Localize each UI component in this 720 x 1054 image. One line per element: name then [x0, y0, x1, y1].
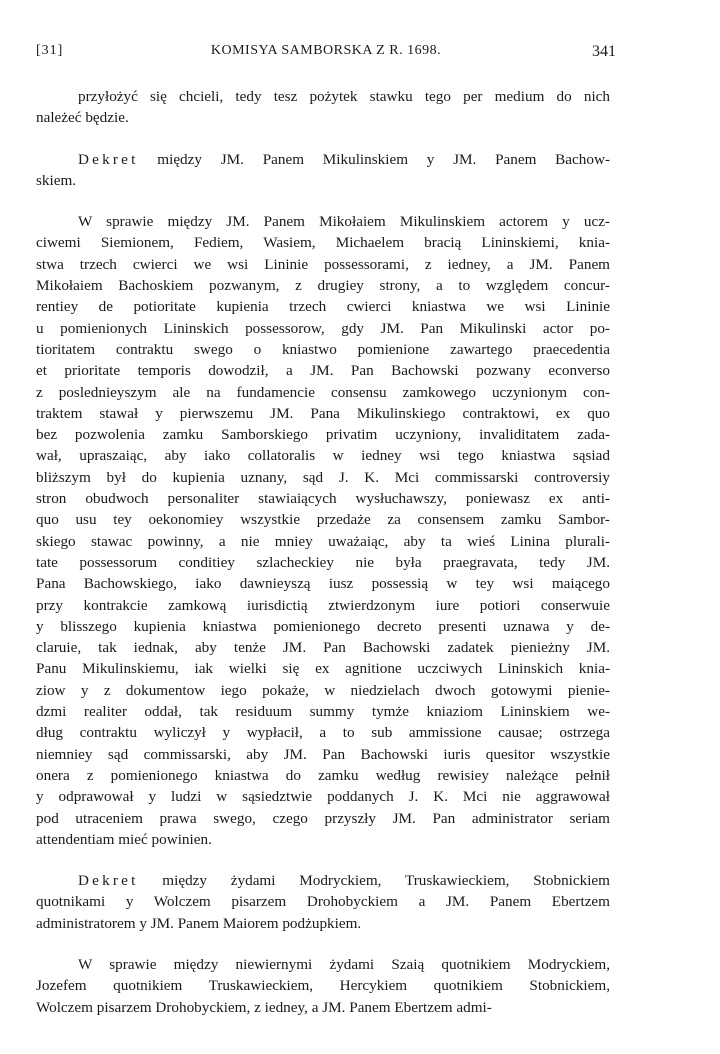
page-number: 341 — [592, 43, 616, 60]
text-line: stron obudwoch personaliter stawiaiących wysłuchawszy, poniewasz ex anti- — [36, 490, 610, 508]
text-line: pod utraceniem prawa swego, czego przyszły JM. Pan administrator seriam — [36, 809, 610, 827]
text-line: W sprawie między niewiernymi żydami Szaią quotnikiem Modryckiem, — [78, 955, 610, 973]
text-line: z poslednieyszym ale na fundamencie consensu zamkowego uczynionym con- — [36, 383, 610, 401]
text-line: attendentiam mieć powinien. — [36, 830, 212, 848]
paragraph-gap — [36, 850, 610, 870]
paragraph — [36, 86, 610, 129]
spaced-heading-word: Dekret — [78, 872, 139, 890]
text-line: Jozefem quotnikiem Truskawieckiem, Hercykiem quotnikiem Stobnickiem, — [36, 977, 610, 995]
text-line: skiego stawac powinny, a nie mniey uważaiąc, aby ta wieś Linina plurali- — [36, 532, 610, 550]
text-line: Dekret między żydami Modryckiem, Truskawieckiem, Stobnickiem — [78, 872, 610, 890]
text-line: claruie, tak iednak, aby tenże JM. Pan Bachowski zadatek pienieżny JM. — [36, 639, 610, 657]
text-line: bez pozwolenia zamku Samborskiego privatim uczyniony, invaliditatem zada- — [36, 426, 610, 444]
text-line: traktem stawał y pierwszemu JM. Pana Mikulinskiego contraktowi, ex quo — [36, 404, 610, 422]
text-line: bliższym był do kupienia uznany, sąd J. K. Mci commissarski controversiy — [36, 468, 610, 486]
paragraph — [36, 954, 610, 1018]
paragraph-gap — [36, 191, 610, 211]
text-line: przyłożyć się chcieli, tedy tesz pożytek stawku tego per medium do nich — [78, 88, 610, 105]
text-line: wał, upraszaiąc, aby iako collatoralis w iedney wsi tego kniastwa sąsiad — [36, 447, 610, 465]
text-line: tate possessorum conditiey szlacheckiey nie była praegravata, tedy JM. — [36, 553, 610, 571]
text-line: Wolczem pisarzem Drohobyckiem, z iedney, a JM. Panem Ebertzem admi- — [36, 998, 492, 1016]
spaced-heading-word: Dekret — [78, 150, 139, 168]
decree-heading — [36, 870, 610, 934]
decree-heading — [36, 149, 610, 192]
text-line: Panu Mikulinskiemu, iak wielki się ex agnitione uczciwych Lininskich knia- — [36, 660, 610, 678]
text-line: stwa trzech cwierci we wsi Lininie possessorami, z iedney, a JM. Panem — [36, 255, 610, 273]
text-line: przy kontrakcie zamkową iurisdictią ztwierdzonym iure potiori conserwuie — [36, 596, 610, 614]
text-line: onera z pomienionego kniastwa do zamku według rewisiey należące pełnił — [36, 766, 610, 784]
text-line: rentiey de potioritate kupienia trzech cwierci kniastwa we wsi Lininie — [36, 298, 610, 316]
text-line: et prioritate temporis dowodził, a JM. Pan Bachowski pozwany econverso — [36, 362, 610, 380]
text-line: Pana Bachowskiego, iako dawnieyszą iusz possessią w tey wsi maiącego — [36, 575, 610, 593]
text-line: W sprawie między JM. Panem Mikołaiem Mikulinskiem actorem y ucz- — [78, 213, 610, 231]
paragraph — [36, 211, 610, 850]
text-line: y blisszego kupienia kniastwa pomienionego decreto presenti uznawa y de- — [36, 617, 610, 635]
text-line: ziow y z dokumentow iego pokaże, w niedzielach dwoch gotowymi pienie- — [36, 681, 610, 699]
text-line: niemniey sąd commissarski, aby JM. Pan Bachowski iuris quesitor wszystkie — [36, 745, 610, 763]
text-line: Mikołaiem Bachoskiem pozwanym, z drugiey strony, a to względem concur- — [36, 277, 610, 295]
text-line: dzmi realiter oddał, tak residuum summy tymże kniaziom Lininskiem we- — [36, 703, 610, 721]
page-body — [36, 86, 610, 1018]
paragraph-gap — [36, 934, 610, 954]
text-line: y odprawował y ludzi w sąsiedztwie poddanych J. K. Mci nie aggrawował — [36, 788, 610, 806]
text-line: skiem. — [36, 171, 77, 189]
text-line: u pomienionych Lininskich possessorow, gdy JM. Pan Mikulinski actor po- — [36, 319, 610, 337]
text-line: administratorem y JM. Panem Maiorem podżupkiem. — [36, 914, 362, 932]
text-line: Dekret między JM. Panem Mikulinskiem y JM. Panem Bachow- — [78, 150, 610, 168]
paragraph-gap — [36, 129, 610, 149]
header-section-number: [31] — [36, 43, 64, 58]
header-title: KOMISYA SAMBORSKA Z R. 1698. — [210, 43, 442, 58]
text-line: quotnikami y Wolczem pisarzem Drohobyckiem a JM. Panem Ebertzem — [36, 893, 610, 911]
text-line: ciwemi Siemionem, Fediem, Wasiem, Michaelem bracią Lininskiemi, knia- — [36, 234, 610, 252]
text-line: należeć będzie. — [36, 109, 129, 127]
text-line: dług contraktu wyliczył y wypłacił, a to sub ammissione causae; ostrzega — [36, 724, 610, 742]
running-header — [36, 43, 616, 67]
text-line: quo usu tey oekonomiey wszystkie przedaże za consensem zamku Sambor- — [36, 511, 610, 529]
text-line: tioritatem contraktu swego o kniastwo pomienione zawartego praecedentia — [36, 340, 610, 358]
